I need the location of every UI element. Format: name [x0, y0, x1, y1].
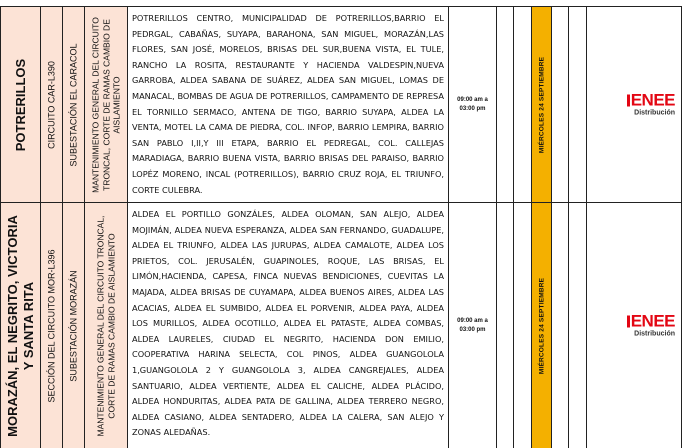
table-row: [0, 202, 682, 448]
logo-mark: ENEE: [630, 90, 675, 109]
outage-hours: [449, 96, 496, 114]
areas-cell: [127, 7, 448, 202]
hour-start: 09:00 am a: [457, 96, 488, 103]
date-cell: [531, 7, 551, 202]
blank-cell: [568, 203, 586, 448]
hour-end: 03:00 pm: [459, 105, 486, 112]
substation-label: SUBESTACIÓN EL CARACOL: [68, 42, 78, 167]
hours-cell: [448, 203, 496, 448]
circuit-cell: [40, 7, 62, 202]
logo-cell: [586, 203, 682, 448]
hours-cell: [448, 7, 496, 202]
date-cell: [531, 203, 551, 448]
enee-bar-icon: [627, 315, 630, 327]
areas-cell: [127, 203, 448, 448]
hour-start: 09:00 am a: [457, 317, 488, 324]
logo-subtitle: Distribución: [634, 109, 675, 116]
work-description: MANTENIMIENTO GENERAL DEL CIRCUITO TRONCAL, CORTE DE RAMAS CAMBIO DE AISLAMIENTO: [95, 215, 116, 436]
work-description: MANTENIMIENTO GENERAL DEL CIRCUITO TRONCAL, CORTE DE RAMAS CAMBIO DE AISLAMIENTO: [90, 16, 122, 193]
logo-cell: [586, 7, 682, 202]
affected-areas: POTRERILLOS CENTRO, MUNICIPALIDAD DE POTRERILLOS,BARRIO EL PEDRGAL, CABAÑAS, SUYAPA, BARAHONA, SAN MIGUEL, MORAZÁN,LAS FLORES, SAN JOSÉ, MORELOS, BRISAS DEL SUR,BUENA VISTA, EL TULE, RANCHO LA ROSITA, RESTAURANTE Y HACIENDA VALDESPIN,NUEVA GARROBA, ALDEA SABANA DE SUÁREZ, ALDEA SAN MIGUEL, LOMAS DE MANACAL, BOMBAS DE AGUA DE POTRERILLOS, CAMPAMENTO DE REPRESA EL TORNILLO SERMACO, ANTENA DE TIGO, BARRIO SUYAPA, ALDEA LA VENTA, MOTEL LA CAMA DE PIEDRA, COL. INFOP, BARRIO LEMPIRA, BARRIO SAN PABLO I,II,Y III ETAPA, BARRIO EL PEDREGAL, COL. CALLEJAS MARADIAGA, BARRIO BUENA VISTA, BARRIO BRISAS DEL PARAISO, BARRIO LOPÉZ MORENO, INCAL (POTRERILLOS), BARRIO CRUZ ROJA, EL TRIUNFO, CORTE CULEBRA.: [132, 13, 444, 195]
circuit-label: CIRCUITO CAR-L390: [46, 60, 56, 149]
table-row: [0, 6, 682, 203]
zone-cell: [0, 7, 40, 202]
blank-cell: [568, 7, 586, 202]
substation-cell: [62, 203, 84, 448]
circuit-cell: [40, 203, 62, 448]
outage-date: MIÉRCOLES 24 SEPTIEMBRE: [538, 56, 545, 153]
outage-hours: [449, 317, 496, 335]
zone-name: MORAZÁN, EL NEGRITO, VICTORIA Y SANTA RITA: [4, 214, 36, 437]
logo-mark: ENEE: [630, 311, 675, 330]
work-cell: [84, 7, 127, 202]
substation-label: SUBESTACIÓN MORAZÁN: [68, 269, 78, 382]
zone-cell: [0, 203, 40, 448]
blank-cell: [513, 203, 531, 448]
work-cell: [84, 203, 127, 448]
blank-cell: [496, 203, 513, 448]
circuit-label: SECCIÓN DEL CIRCUITO MOR-L396: [46, 248, 56, 403]
affected-areas: ALDEA EL PORTILLO GONZÁLES, ALDEA OLOMAN, SAN ALEJO, ALDEA MOJIMÁN, ALDEA NUEVA ESPERANZA, ALDEA SAN FERNANDO, GUADALUPE, ALDEA EL TRIUNFO, ALDEA LAS JURUPAS, ALDEA CAMALOTE, ALDEA LOS PRIETOS, COL. JERUSALÉN, GUAPINOLES, ROQUE, LAS BRISAS, EL LIMÓN,HACIENDA, CAPESA, FINCA NUEVAS BENDICIONES, CUEVITAS LA MAJADA, ALDEA BRISAS DE CUYAMAPA, ALDEA BUENOS AIRES, ALDEA LAS ACACIAS, ALDEA EL SUMBIDO, ALDEA EL PORVENIR, ALDEA PAYA, ALDEA LOS MURILLOS, ALDEA OCOTILLO, ALDEA EL PATASTE, ALDEA COMBAS, ALDEA LAURELES, CIUDAD EL NEGRITO, HACIENDA DON EMILIO, COOPERATIVA HARINA SELECTA, COL PINOS, ALDEA GUANGOLOLA 1,GUANGOLOLA 2 Y GUANGOLOLA 3, ALDEA CANGREJALES, ALDEA SANTUARIO, ALDEA VERTIENTE, ALDEA EL CALICHE, ALDEA PLÁCIDO, ALDEA HONDURITAS, ALDEA PATA DE GALLINA, ALDEA TERRERO NEGRO, ALDEA CASIANO, ALDEA SENTADERO, ALDEA LA CALERA, SAN ALEJO Y ZONAS ALEDAÑAS.: [132, 209, 444, 438]
enee-bar-icon: [627, 94, 630, 106]
substation-cell: [62, 7, 84, 202]
blank-cell: [496, 7, 513, 202]
blank-cell: [551, 7, 568, 202]
logo-subtitle: Distribución: [634, 330, 675, 337]
zone-name: POTRERILLOS: [12, 58, 28, 151]
hour-end: 03:00 pm: [459, 326, 486, 333]
blank-cell: [513, 7, 531, 202]
enee-logo: [587, 313, 681, 338]
blank-cell: [551, 203, 568, 448]
enee-logo: [587, 92, 681, 117]
outage-date: MIÉRCOLES 24 SEPTIEMBRE: [538, 277, 545, 374]
